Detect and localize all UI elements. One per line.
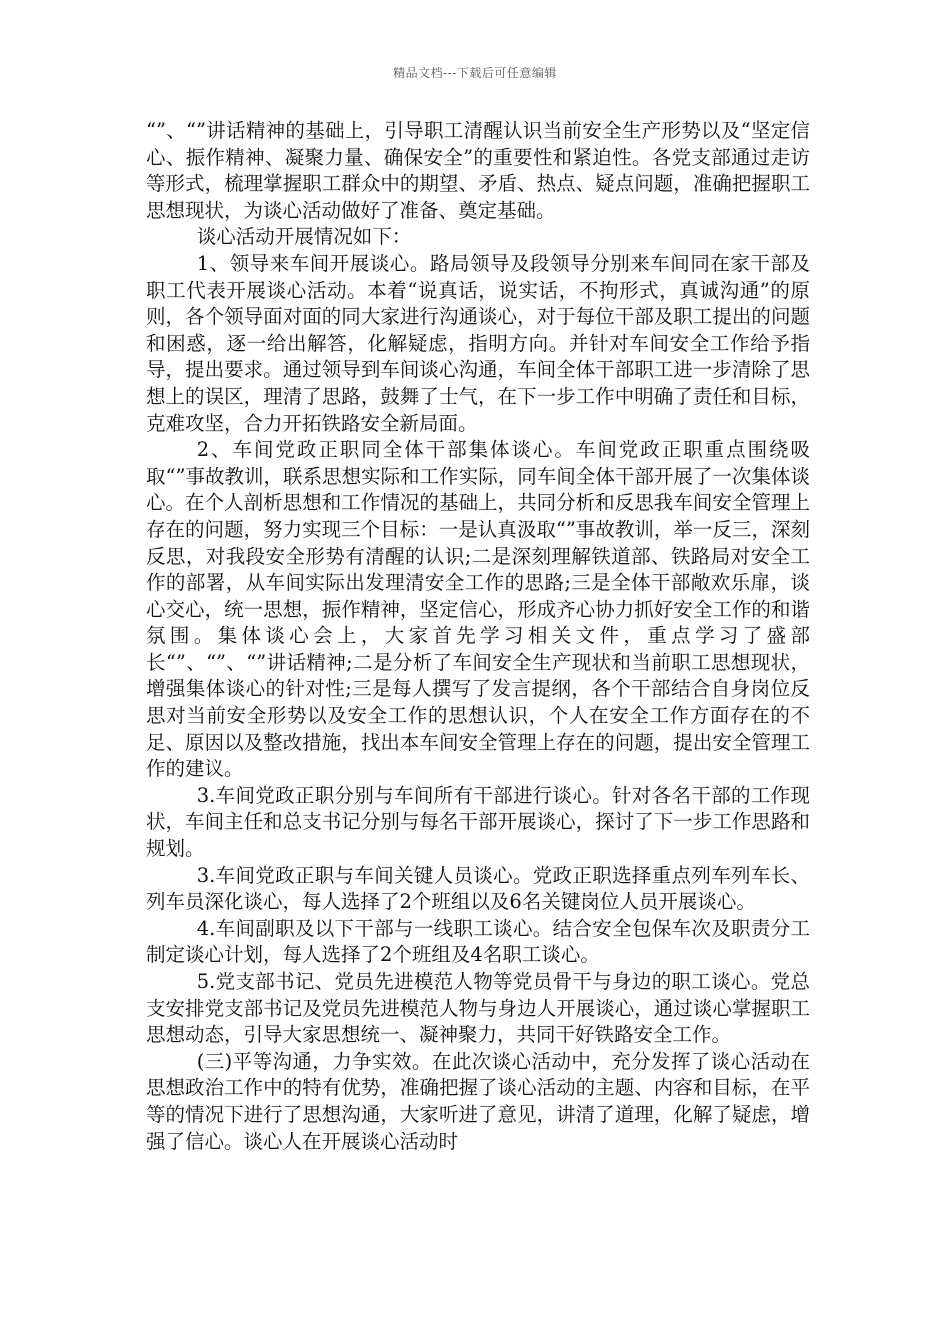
page-header: 精品文档---下载后可任意编辑 (393, 66, 557, 80)
paragraph: “”、“”讲话精神的基础上，引导职工清醒认识当前安全生产形势以及“坚定信心、振作精神、凝聚力量、确保安全”的重要性和紧迫性。各党支部通过走访等形式，梳理掌握职工群众中的期望、矛盾、热点、疑点问题，准确把握职工思想现状，为谈心活动做好了准备、奠定基础。 (146, 119, 810, 222)
paragraph: 3.车间党政正职与车间关键人员谈心。党政正职选择重点列车列车长、列车员深化谈心，每人选择了2个班组以及6名关键岗位人员开展谈心。 (146, 863, 810, 914)
paragraph: (三)平等沟通，力争实效。在此次谈心活动中，充分发挥了谈心活动在思想政治工作中的特有优势，准确把握了谈心活动的主题、内容和目标，在平等的情况下进行了思想沟通，大家听进了意见，讲清了道理，化解了疑虑，增强了信心。谈心人在开展谈心活动时 (146, 1049, 810, 1153)
paragraph: 5.党支部书记、党员先进模范人物等党员骨干与身边的职工谈心。党总支安排党支部书记及党员先进模范人物与身边人开展谈心，通过谈心掌握职工思想动态，引导大家思想统一、凝神聚力，共同干好铁路安全工作。 (146, 970, 810, 1047)
paragraph: 4.车间副职及以下干部与一线职工谈心。结合安全包保车次及职责分工制定谈心计划，每人选择了2个班组及4名职工谈心。 (146, 916, 810, 967)
paragraph: 2、车间党政正职同全体干部集体谈心。车间党政正职重点围绕吸取“”事故教训，联系思想实际和工作实际，同车间全体干部开展了一次集体谈心。在个人剖析思想和工作情况的基础上，共同分析和反思我车间安全管理上存在的问题，努力实现三个目标：一是认真汲取“”事故教训，举一反三，深刻反思，对我段安全形势有清醒的认识;二是深刻理解铁道部、铁路局对安全工作的部署，从车间实际出发理清安全工作的思路;三是全体干部敞欢乐扉，谈心交心，统一思想，振作精神，坚定信心，形成齐心协力抓好安全工作的和谐氛围。集体谈心会上，大家首先学习相关文件，重点学习了盛部长“”、“”、“”讲话精神;二是分析了车间安全生产现状和当前职工思想现状，增强集体谈心的针对性;三是每人撰写了发言提纲，各个干部结合自身岗位反思对当前安全形势以及安全工作的思想认识，个人在安全工作方面存在的不足、原因以及整改措施，找出本车间安全管理上存在的问题，提出安全管理工作的建议。 (146, 438, 810, 781)
paragraph: 1、领导来车间开展谈心。路局领导及段领导分别来车间同在家干部及职工代表开展谈心活动。本着“说真话，说实话，不拘形式，真诚沟通”的原则，各个领导面对面的同大家进行沟通谈心，对于每位干部及职工提出的问题和困惑，逐一给出解答，化解疑虑，指明方向。并针对车间安全工作给予指导，提出要求。通过领导到车间谈心沟通，车间全体干部职工进一步清除了思想上的误区，理清了思路，鼓舞了士气，在下一步工作中明确了责任和目标，克难攻坚，合力开拓铁路安全新局面。 (146, 251, 810, 435)
paragraph: 谈心活动开展情况如下： (196, 225, 412, 249)
document-body (146, 118, 810, 1155)
paragraph: 3.车间党政正职分别与车间所有干部进行谈心。针对各名干部的工作现状，车间主任和总支书记分别与每名干部开展谈心，探讨了下一步工作思路和规划。 (146, 783, 810, 861)
